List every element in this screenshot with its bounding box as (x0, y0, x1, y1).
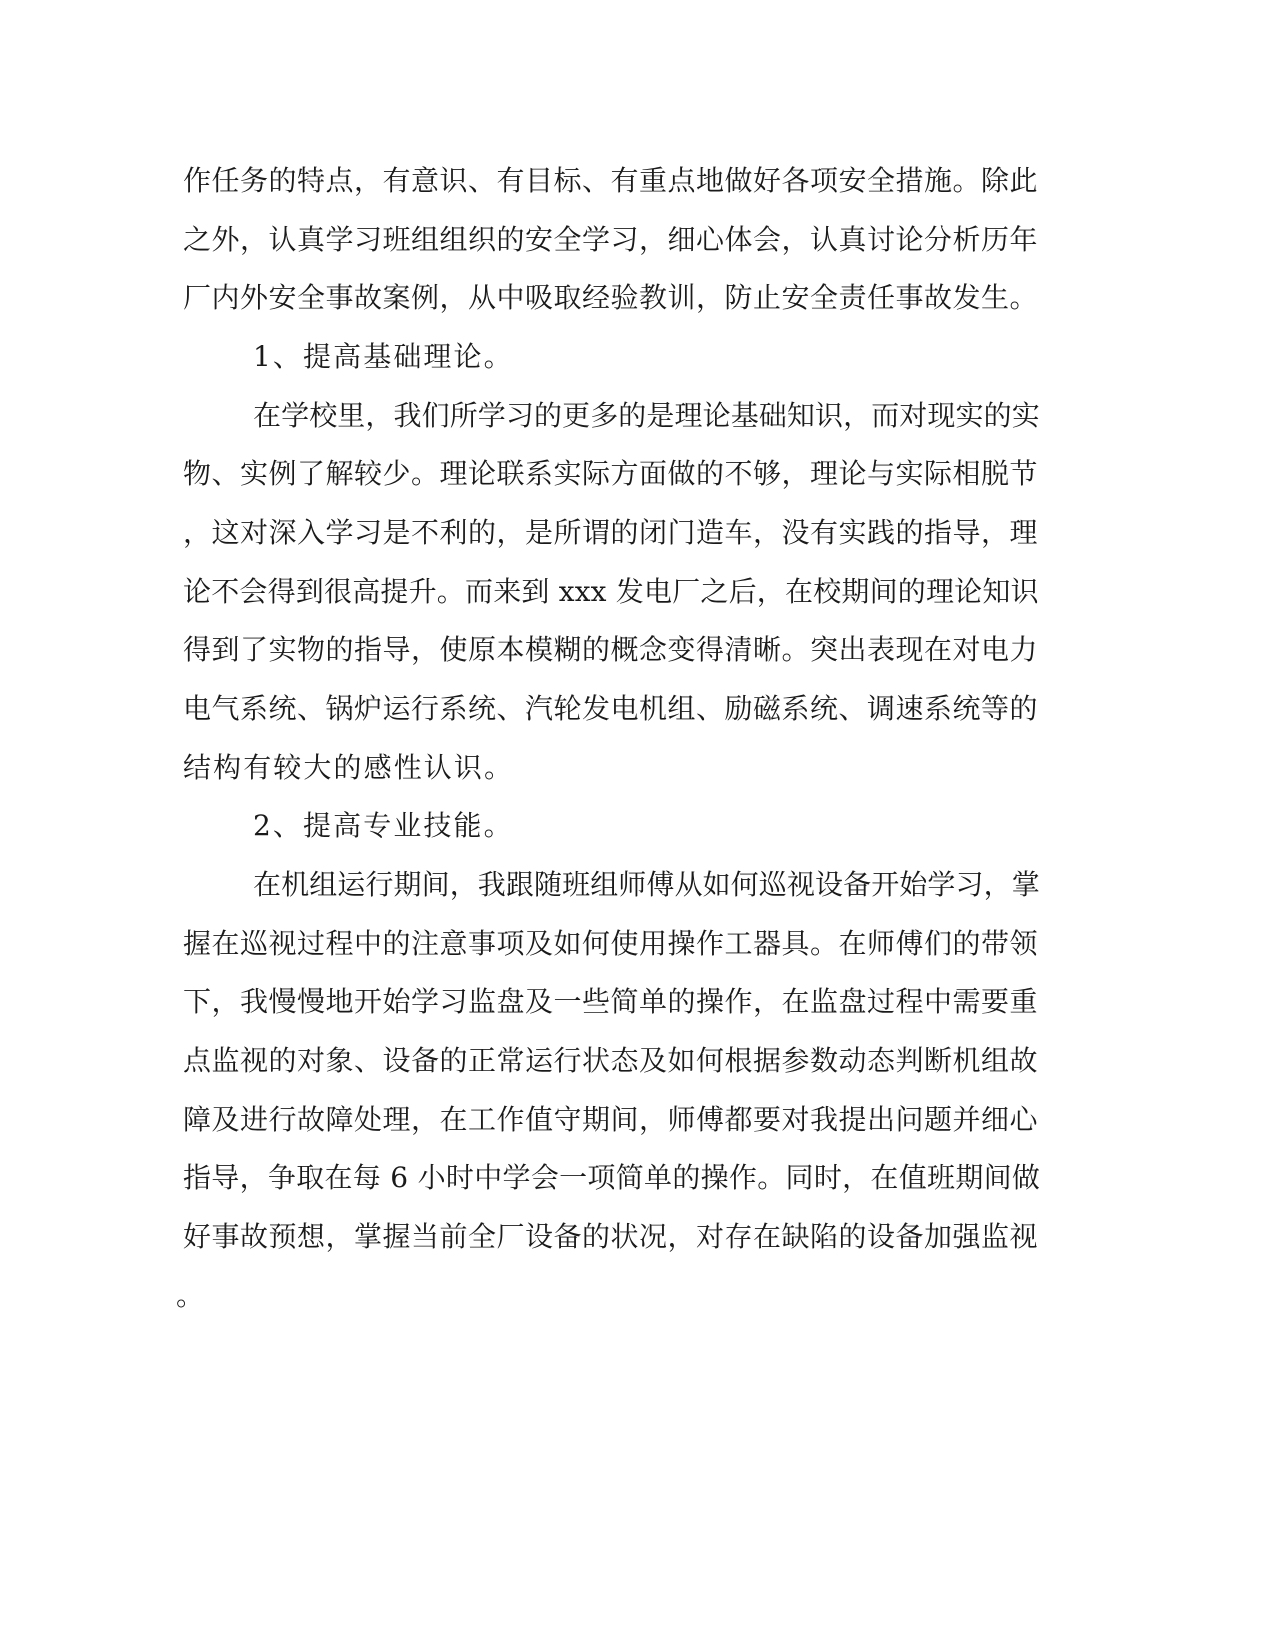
text-line-5: 在学校里，我们所学习的更多的是理论基础知识，而对现实的实 (253, 399, 1040, 432)
text-line-20: 。 (176, 1279, 207, 1312)
text-line-8: 论不会得到很高提升。而来到 xxx 发电厂之后，在校期间的理论知识 (183, 575, 1039, 608)
text-line-14: 握在巡视过程中的注意事项及如何使用操作工器具。在师傅们的带领 (183, 927, 1039, 960)
text-line-2: 之外，认真学习班组组织的安全学习，细心体会，认真讨论分析历年 (183, 223, 1039, 256)
text-line-18: 指导，争取在每 6 小时中学会一项简单的操作。同时，在值班期间做 (183, 1161, 1041, 1194)
text-line-19: 好事故预想，掌握当前全厂设备的状况，对存在缺陷的设备加强监视 (183, 1220, 1039, 1253)
text-line-1: 作任务的特点，有意识、有目标、有重点地做好各项安全措施。除此 (183, 164, 1039, 197)
text-line-13: 在机组运行期间，我跟随班组师傅从如何巡视设备开始学习，掌 (253, 868, 1040, 901)
text-line-16: 点监视的对象、设备的正常运行状态及如何根据参数动态判断机组故 (183, 1044, 1039, 1077)
text-line-17: 障及进行故障处理，在工作值守期间，师傅都要对我提出问题并细心 (183, 1103, 1039, 1136)
text-line-11: 结构有较大的感性认识。 (183, 751, 515, 784)
text-line-10: 电气系统、锅炉运行系统、汽轮发电机组、励磁系统、调速系统等的 (183, 692, 1039, 725)
list-heading-2: 2、提高专业技能。 (253, 809, 514, 842)
text-line-9: 得到了实物的指导，使原本模糊的概念变得清晰。突出表现在对电力 (183, 633, 1039, 666)
text-line-15: 下，我慢慢地开始学习监盘及一些简单的操作，在监盘过程中需要重 (183, 985, 1039, 1018)
text-line-7: ，这对深入学习是不利的，是所谓的闭门造车，没有实践的指导，理 (183, 516, 1039, 549)
text-line-3: 厂内外安全事故案例，从中吸取经验教训，防止安全责任事故发生。 (183, 281, 1039, 314)
text-line-6: 物、实例了解较少。理论联系实际方面做的不够，理论与实际相脱节 (183, 457, 1039, 490)
list-heading-1: 1、提高基础理论。 (253, 340, 514, 373)
